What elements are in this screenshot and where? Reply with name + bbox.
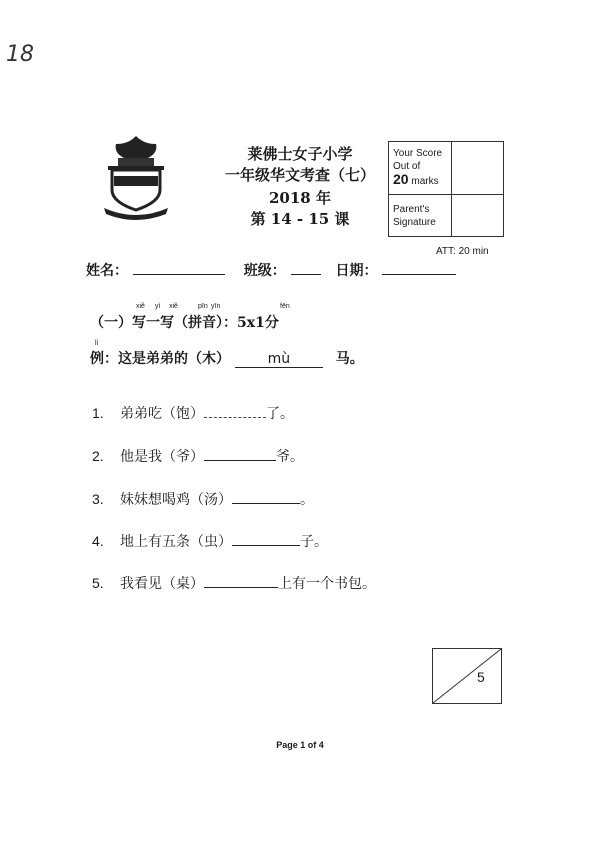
answer-blank[interactable] — [204, 403, 266, 418]
pinyin-yi: yì — [155, 303, 161, 310]
section-title: （一）写一写（拼音）：5x1分 — [90, 315, 279, 331]
question-row — [92, 531, 328, 551]
question-number: 3. — [92, 491, 104, 507]
question-end: 。 — [300, 492, 314, 508]
date-label: 日期： — [335, 263, 378, 279]
total-marks: 20 — [393, 171, 409, 187]
section-score: 5 — [477, 669, 485, 685]
school-name: 莱佛士女子小学 — [247, 145, 353, 163]
name-blank[interactable] — [133, 260, 225, 275]
score-label: Your Score — [393, 148, 443, 159]
pinyin-xie1: xiě — [136, 303, 145, 310]
question-row — [92, 403, 294, 423]
example-answer: mù — [235, 351, 323, 368]
answer-blank[interactable] — [204, 573, 278, 588]
school-crest-logo — [100, 132, 172, 220]
exam-year: 2018 年 — [269, 189, 331, 207]
lesson-range: 第 14 - 15 课 — [250, 210, 350, 228]
answer-blank[interactable] — [204, 446, 276, 461]
pinyin-pin: pīn — [198, 303, 208, 310]
pinyin-xie2: xiě — [169, 303, 178, 310]
parent-signature-field[interactable] — [452, 195, 502, 235]
question-text: 弟弟吃（饱） — [120, 406, 204, 422]
parent-label: Parent's — [393, 204, 430, 215]
page-number: Page 1 of 4 — [276, 740, 324, 750]
answer-blank[interactable] — [232, 489, 300, 504]
example-suffix: 马。 — [335, 351, 364, 367]
question-text: 地上有五条（虫） — [120, 534, 232, 550]
class-blank[interactable] — [291, 260, 321, 275]
attempt-time: ATT: 20 min — [436, 246, 489, 257]
date-blank[interactable] — [382, 260, 456, 275]
example-pinyin: lì — [95, 340, 99, 347]
pinyin-fen: fēn — [280, 303, 290, 310]
example-row — [90, 348, 364, 368]
student-info-row — [86, 260, 456, 280]
signature-label: Signature — [393, 217, 436, 228]
question-end: 上有一个书包。 — [278, 576, 376, 592]
handwritten-score-mark: 18 — [6, 42, 34, 67]
class-label: 班级： — [243, 263, 286, 279]
question-text: 他是我（爷） — [120, 449, 204, 465]
score-box — [388, 141, 504, 237]
question-number: 5. — [92, 575, 104, 591]
out-of-label: Out of — [393, 161, 421, 172]
question-row — [92, 489, 314, 509]
question-end: 子。 — [300, 534, 328, 550]
score-entry[interactable] — [452, 143, 502, 193]
pinyin-yin: yīn — [211, 303, 221, 310]
question-row — [92, 446, 304, 466]
question-number: 2. — [92, 448, 104, 464]
question-number: 1. — [92, 405, 104, 421]
answer-blank[interactable] — [232, 531, 300, 546]
question-text: 妹妹想喝鸡（汤） — [120, 492, 232, 508]
diagonal-divider — [433, 649, 501, 703]
example-prefix: 例：这是弟弟的（木） — [90, 351, 230, 367]
name-label: 姓名： — [86, 263, 128, 279]
marks-label: marks — [411, 176, 439, 187]
question-text: 我看见（桌） — [120, 576, 204, 592]
question-row — [92, 573, 376, 593]
question-number: 4. — [92, 533, 104, 549]
exam-title: 一年级华文考查（七） — [224, 166, 375, 184]
section-score-box — [432, 648, 502, 704]
question-end: 了。 — [266, 406, 294, 422]
question-end: 爷。 — [276, 449, 304, 465]
